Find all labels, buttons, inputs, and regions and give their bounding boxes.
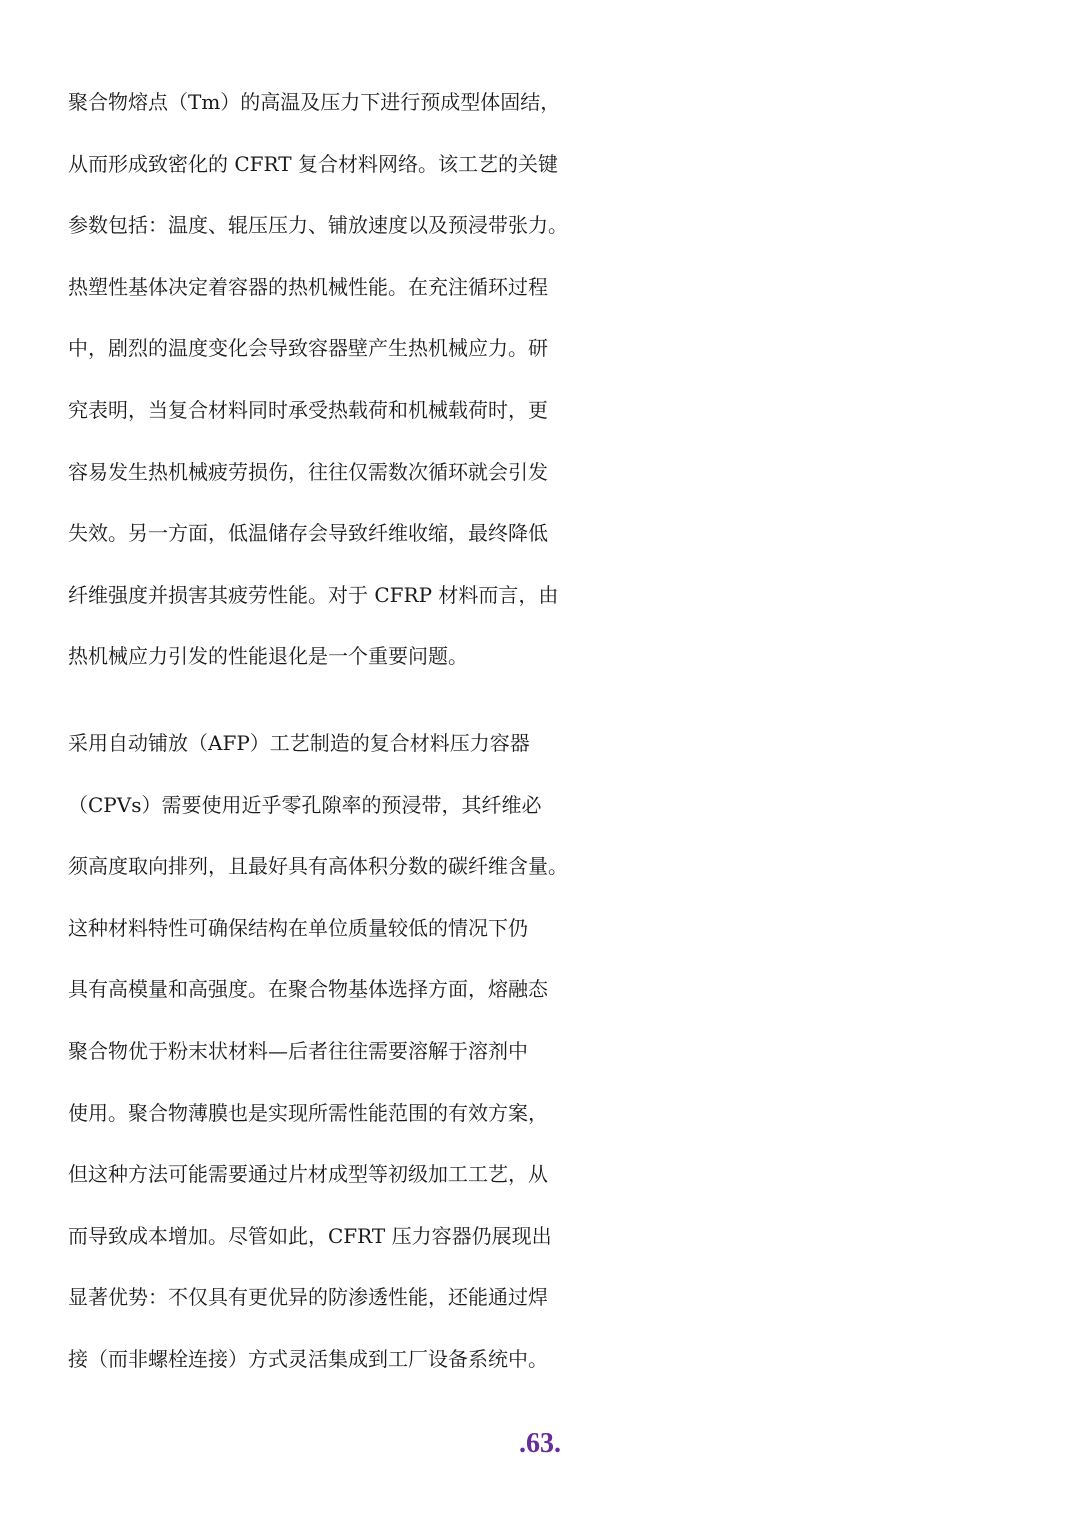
text-line: 容易发生热机械疲劳损伤，往往仅需数次循环就会引发 <box>68 459 548 484</box>
text-line: 采用自动铺放（AFP）工艺制造的复合材料压力容器 <box>68 731 530 755</box>
page-number: .63. <box>519 1428 561 1459</box>
text-line: 失效。另一方面，低温储存会导致纤维收缩，最终降低 <box>68 521 548 546</box>
text-line: 聚合物优于粉末状材料—后者往往需要溶解于溶剂中 <box>68 1038 528 1063</box>
text-line: 热机械应力引发的性能退化是一个重要问题。 <box>68 644 468 669</box>
text-line: 从而形成致密化的 CFRT 复合材料网络。该工艺的关键 <box>68 151 558 176</box>
paragraph-2 <box>68 713 1028 1391</box>
text-line: 聚合物熔点（Tm）的高温及压力下进行预成型体固结， <box>68 90 561 114</box>
text-line: 显著优势：不仅具有更优异的防渗透性能，还能通过焊 <box>68 1285 548 1310</box>
paragraph-1 <box>68 72 1028 688</box>
text-line: 但这种方法可能需要通过片材成型等初级加工工艺，从 <box>68 1162 548 1187</box>
text-line: 这种材料特性可确保结构在单位质量较低的情况下仍 <box>68 915 528 940</box>
text-line: 具有高模量和高强度。在聚合物基体选择方面，熔融态 <box>68 977 548 1002</box>
text-line: 热塑性基体决定着容器的热机械性能。在充注循环过程 <box>68 274 548 299</box>
text-line: 接（而非螺栓连接）方式灵活集成到工厂设备系统中。 <box>68 1346 548 1371</box>
text-line: 须高度取向排列，且最好具有高体积分数的碳纤维含量。 <box>68 854 568 879</box>
text-line: （CPVs）需要使用近乎零孔隙率的预浸带，其纤维必 <box>68 792 542 817</box>
text-line: 中，剧烈的温度变化会导致容器壁产生热机械应力。研 <box>68 336 548 361</box>
text-line: 使用。聚合物薄膜也是实现所需性能范围的有效方案， <box>68 1100 548 1125</box>
text-line: 而导致成本增加。尽管如此，CFRT 压力容器仍展现出 <box>68 1223 552 1248</box>
text-line: 参数包括：温度、辊压压力、铺放速度以及预浸带张力。 <box>68 213 568 238</box>
text-line: 纤维强度并损害其疲劳性能。对于 CFRP 材料而言，由 <box>68 582 559 607</box>
text-line: 究表明，当复合材料同时承受热载荷和机械载荷时，更 <box>68 397 548 422</box>
